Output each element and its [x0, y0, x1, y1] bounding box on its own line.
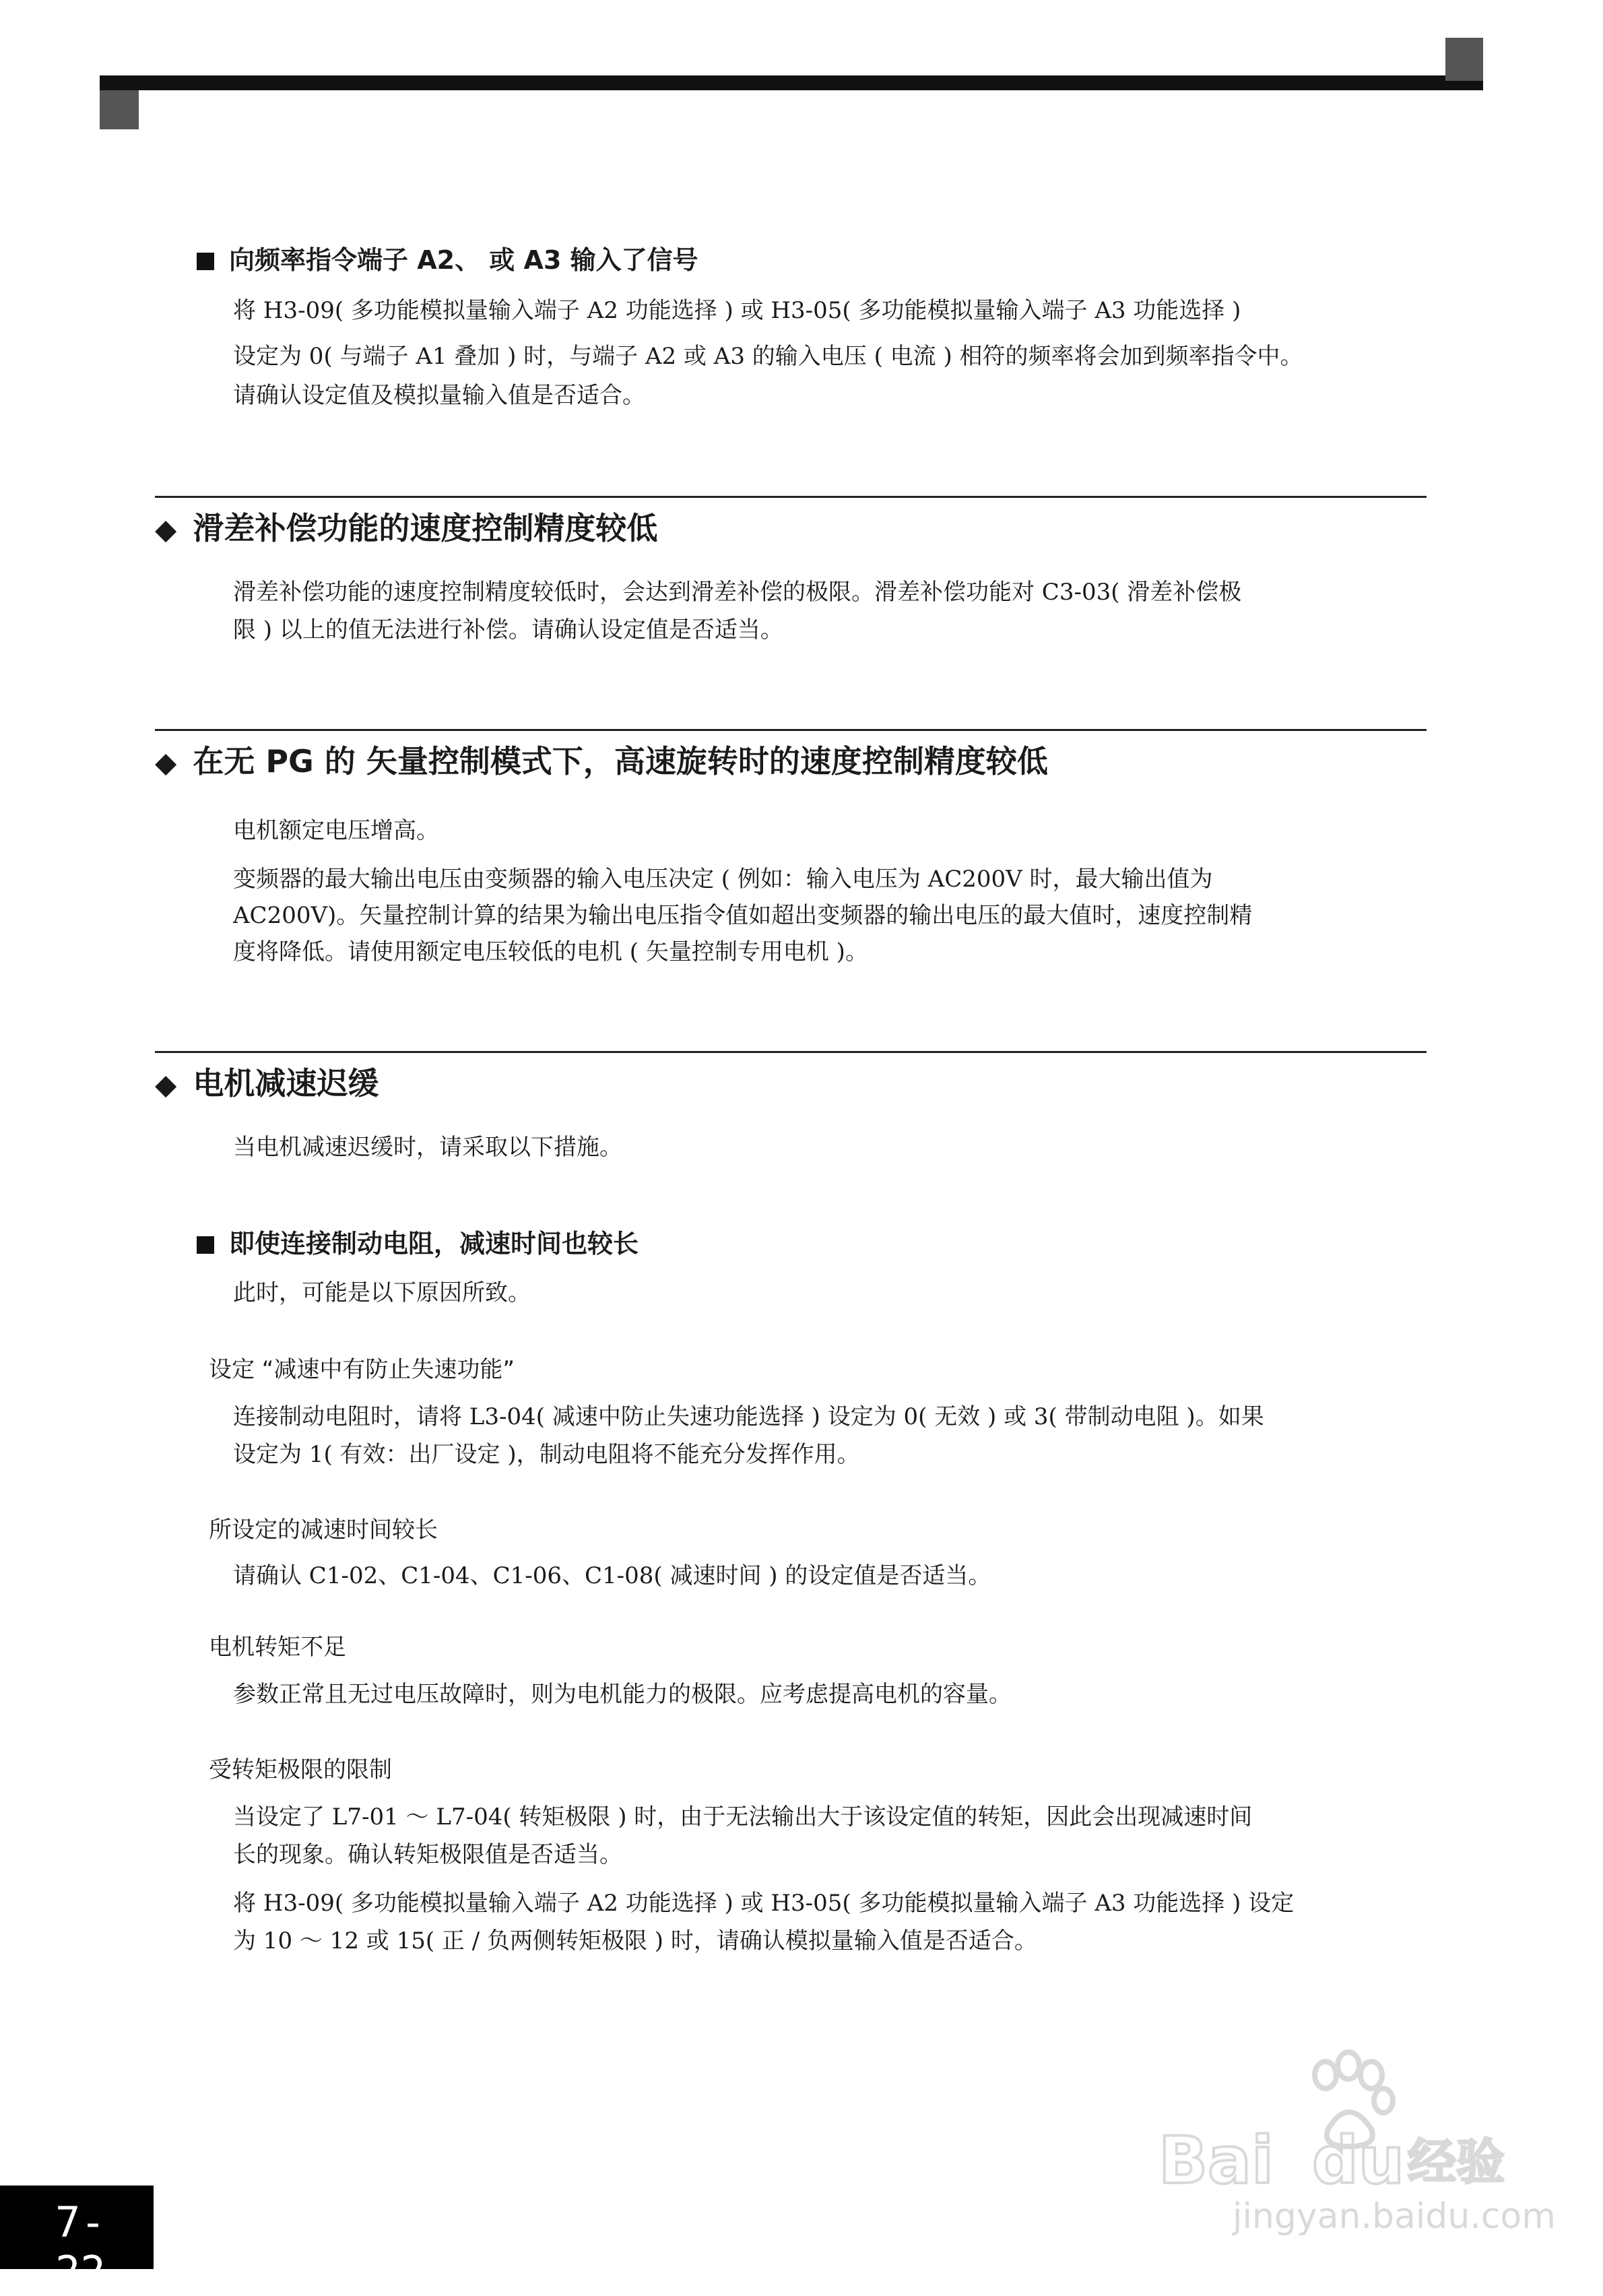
s1-line-3: 请确认设定值及模拟量输入值是否适合。 — [233, 382, 645, 409]
item-title-torque-limit: 受转矩极限的限制 — [209, 1756, 392, 1783]
item4-line-4: 为 10 ～ 12 或 15( 正 / 负两侧转矩极限 ) 时，请确认模拟量输入值是否适合。 — [233, 1927, 1037, 1954]
item3-line-1: 参数正常且无过电压故障时，则为电机能力的极限。应考虑提高电机的容量。 — [233, 1681, 1012, 1708]
s2-line-1: 滑差补偿功能的速度控制精度较低时，会达到滑差补偿的极限。滑差补偿功能对 C3-03( 滑差补偿极 — [233, 579, 1242, 606]
s3-line-4: 度将降低。请使用额定电压较低的电机 ( 矢量控制专用电机 )。 — [233, 938, 868, 965]
svg-text:经验: 经验 — [1408, 2134, 1505, 2190]
baidu-watermark — [1152, 2028, 1556, 2243]
subsection-heading-a2-a3-signal: 向频率指令端子 A2、 或 A3 输入了信号 — [197, 243, 698, 278]
section-divider — [155, 496, 1427, 498]
s4-intro: 当电机减速迟缓时，请采取以下措施。 — [233, 1134, 622, 1161]
item-title-decel-time: 所设定的减速时间较长 — [209, 1517, 438, 1543]
item1-line-2: 设定为 1( 有效：出厂设定 )，制动电阻将不能充分发挥作用。 — [233, 1441, 860, 1468]
item4-line-1: 当设定了 L7-01 ～ L7-04( 转矩极限 ) 时，由于无法输出大于该设定值的转矩，因此会出现减速时间 — [233, 1804, 1253, 1830]
section-heading-slip-compensation: ◆ 滑差补偿功能的速度控制精度较低 — [155, 508, 657, 550]
subsection-heading-braking-resistor: 即使连接制动电阻，减速时间也较长 — [197, 1226, 639, 1261]
square-bullet-icon — [197, 1236, 214, 1254]
item4-line-3: 将 H3-09( 多功能模拟量输入端子 A2 功能选择 ) 或 H3-05( 多功能模拟量输入端子 A3 功能选择 ) 设定 — [233, 1890, 1295, 1917]
diamond-bullet-icon: ◆ — [155, 1068, 177, 1101]
section-heading-motor-deceleration: ◆ 电机减速迟缓 — [155, 1063, 379, 1105]
svg-text:Bai: Bai — [1158, 2123, 1274, 2198]
diamond-bullet-icon: ◆ — [155, 513, 177, 546]
s3-line-3: AC200V)。矢量控制计算的结果为输出电压指令值如超出变频器的输出电压的最大值时，速度控制精 — [233, 902, 1253, 929]
watermark-url: jingyan.baidu.com — [1233, 2196, 1556, 2237]
item-title-torque-insufficient: 电机转矩不足 — [209, 1634, 346, 1661]
header-corner-block-right — [1445, 38, 1483, 81]
section-divider — [155, 729, 1427, 731]
header-corner-block-left — [100, 90, 139, 129]
s1-line-1: 将 H3-09( 多功能模拟量输入端子 A2 功能选择 ) 或 H3-05( 多功能模拟量输入端子 A3 功能选择 ) — [233, 297, 1241, 324]
page-number-block — [0, 2186, 154, 2296]
header-bar — [100, 75, 1483, 90]
section-divider — [155, 1051, 1427, 1053]
page-number: 7-22 — [55, 2198, 106, 2296]
item2-line-1: 请确认 C1-02、C1-04、C1-06、C1-08( 减速时间 ) 的设定值是否适当。 — [233, 1562, 991, 1589]
item4-line-2: 长的现象。确认转矩极限值是否适当。 — [233, 1841, 622, 1868]
svg-text:du: du — [1312, 2123, 1405, 2198]
s2-line-2: 限 ) 以上的值无法进行补偿。请确认设定值是否适当。 — [233, 616, 783, 643]
s1-line-2: 设定为 0( 与端子 A1 叠加 ) 时，与端子 A2 或 A3 的输入电压 ( 电流 ) 相符的频率将会加到频率指令中。 — [233, 343, 1303, 370]
section-heading-vector-control-speed: ◆ 在无 PG 的 矢量控制模式下，高速旋转时的速度控制精度较低 — [155, 741, 1048, 783]
s3-line-2: 变频器的最大输出电压由变频器的输入电压决定 ( 例如：输入电压为 AC200V 时，最大输出值为 — [233, 866, 1213, 893]
item1-line-1: 连接制动电阻时，请将 L3-04( 减速中防止失速功能选择 ) 设定为 0( 无效 ) 或 3( 带制动电阻 )。如果 — [233, 1403, 1264, 1430]
s3-line-1: 电机额定电压增高。 — [233, 817, 439, 844]
square-bullet-icon — [197, 253, 214, 270]
s4-sub-intro: 此时，可能是以下原因所致。 — [233, 1279, 531, 1306]
item-title-stall-prevention: 设定 “减速中有防止失速功能” — [209, 1356, 515, 1383]
diamond-bullet-icon: ◆ — [155, 746, 177, 779]
